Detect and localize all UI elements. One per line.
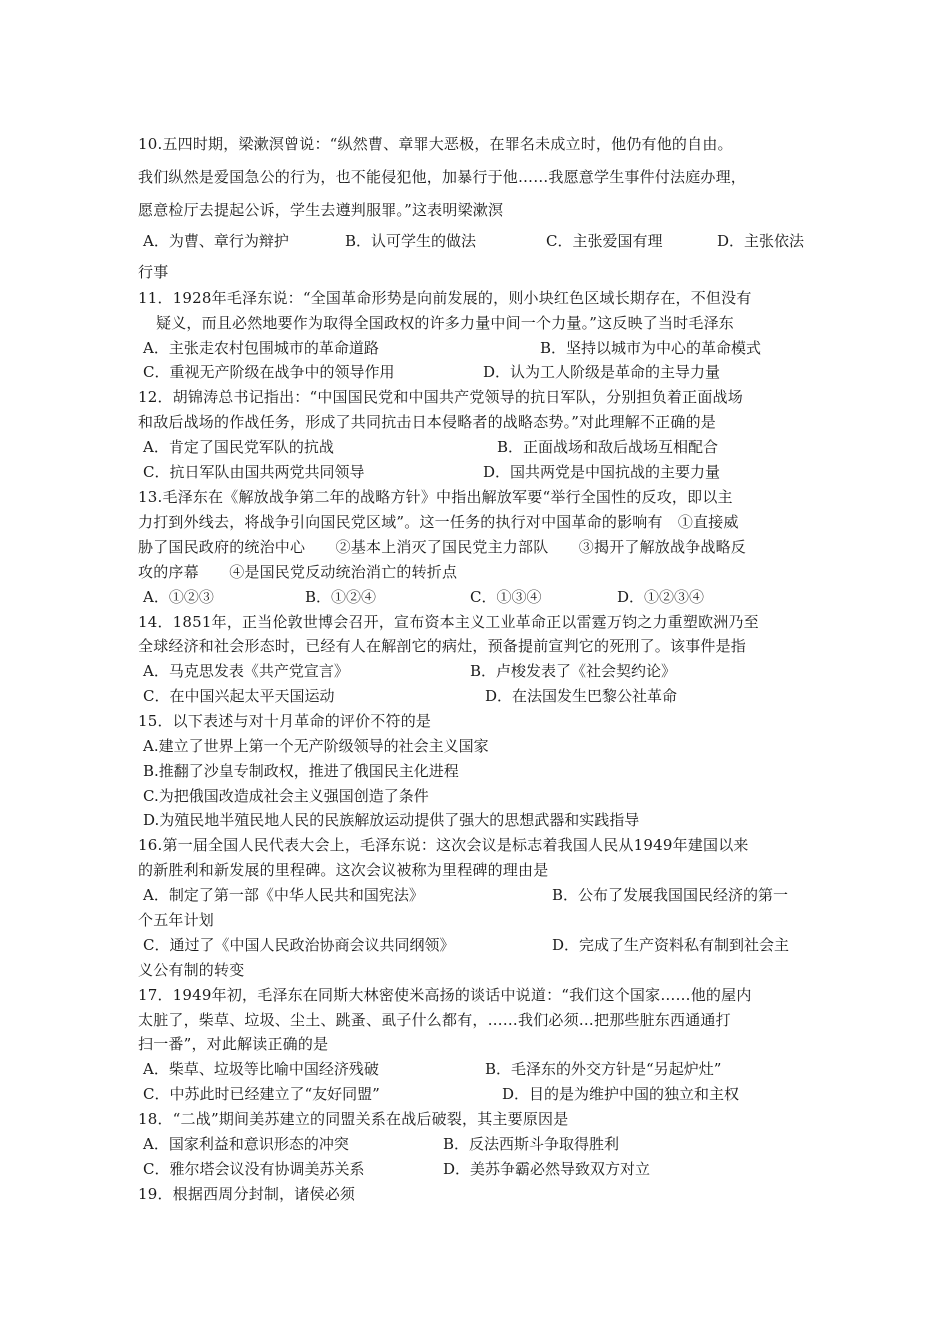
q18-option-a: A．国家利益和意识形态的冲突 (143, 1135, 349, 1153)
q10-option-d: D．主张依法 (717, 232, 805, 250)
q17-option-b: B．毛泽东的外交方针是“另起炉灶” (485, 1060, 722, 1078)
q19-stem-line1: 19．根据西周分封制，诸侯必须 (138, 1185, 356, 1203)
q13-option-c: C．①③④ (470, 588, 542, 606)
q15-option-a: A.建立了世界上第一个无产阶级领导的社会主义国家 (143, 737, 489, 755)
q16-option-d-cont: 义公有制的转变 (138, 961, 245, 979)
q10-option-d-cont: 行事 (138, 263, 169, 281)
q18-option-b: B．反法西斯斗争取得胜利 (443, 1135, 620, 1153)
q10-option-c: C．主张爱国有理 (546, 232, 663, 250)
q10-option-a: A．为曹、章行为辩护 (143, 232, 289, 250)
q17-stem-line2: 太脏了，柴草、垃圾、尘土、跳蚤、虱子什么都有，……我们必须…把那些脏东西通通打 (138, 1011, 731, 1029)
q13-stem-line1: 13.毛泽东在《解放战争第二年的战略方针》中指出解放军要“举行全国性的反攻，即以主 (138, 488, 733, 506)
q17-option-a: A．柴草、垃圾等比喻中国经济残破 (143, 1060, 379, 1078)
q12-option-a: A．肯定了国民党军队的抗战 (143, 438, 334, 456)
q14-option-b: B．卢梭发表了《社会契约论》 (470, 662, 677, 680)
q14-option-c: C．在中国兴起太平天国运动 (143, 687, 335, 705)
q14-stem-line2: 全球经济和社会形态时，已经有人在解剖它的病灶，预备提前宣判它的死刑了。该事件是指 (138, 637, 747, 655)
q15-option-c: C.为把俄国改造成社会主义强国创造了条件 (143, 787, 429, 805)
q14-option-d: D．在法国发生巴黎公社革命 (485, 687, 678, 705)
q16-option-a: A．制定了第一部《中华人民共和国宪法》 (143, 886, 424, 904)
q12-option-b: B．正面战场和敌后战场互相配合 (497, 438, 719, 456)
q11-option-d: D．认为工人阶级是革命的主导力量 (483, 363, 721, 381)
q16-option-b: B．公布了发展我国国民经济的第一 (552, 886, 789, 904)
q17-stem-line1: 17．1949年初，毛泽东在同斯大林密使米高扬的谈话中说道：“我们这个国家……他的屋内 (138, 986, 752, 1004)
q18-option-d: D．美苏争霸必然导致双方对立 (443, 1160, 651, 1178)
q15-option-d: D.为殖民地半殖民地人民的民族解放运动提供了强大的思想武器和实践指导 (143, 811, 640, 829)
q13-stem-line2: 力打到外线去，将战争引向国民党区域”。这一任务的执行对中国革命的影响有 ①直接威 (138, 513, 739, 531)
q16-stem-line1: 16.第一届全国人民代表大会上，毛泽东说：这次会议是标志着我国人民从1949年建国以来 (138, 836, 749, 854)
q14-stem-line1: 14．1851年，正当伦敦世博会召开，宣布资本主义工业革命正以雷霆万钧之力重塑欧洲乃至 (138, 613, 759, 631)
q13-stem-line3: 胁了国民政府的统治中心 ②基本上消灭了国民党主力部队 ③揭开了解放战争战略反 (138, 538, 747, 556)
q14-option-a: A．马克思发表《共产党宣言》 (143, 662, 349, 680)
q12-stem-line1: 12．胡锦涛总书记指出：“中国国民党和中国共产党领导的抗日军队，分别担负着正面战场 (138, 388, 743, 406)
q10-stem-line2: 我们纵然是爱国急公的行为，也不能侵犯他，加暴行于他……我愿意学生事件付法庭办理， (138, 168, 747, 186)
q12-option-d: D．国共两党是中国抗战的主要力量 (483, 463, 721, 481)
q16-option-c: C．通过了《中国人民政治协商会议共同纲领》 (143, 936, 455, 954)
q12-option-c: C．抗日军队由国共两党共同领导 (143, 463, 365, 481)
q16-stem-line2: 的新胜利和新发展的里程碑。这次会议被称为里程碑的理由是 (138, 861, 549, 879)
q10-option-b: B．认可学生的做法 (345, 232, 477, 250)
q18-option-c: C．雅尔塔会议没有协调美苏关系 (143, 1160, 365, 1178)
q13-option-d: D．①②③④ (617, 588, 705, 606)
q10-stem-line3: 愿意检厅去提起公诉，学生去遵判服罪。”这表明梁漱溟 (138, 201, 504, 219)
q15-stem-line1: 15．以下表述与对十月革命的评价不符的是 (138, 712, 432, 730)
q17-stem-line3: 扫一番”，对此解读正确的是 (138, 1035, 329, 1053)
q16-option-d: D．完成了生产资料私有制到社会主 (552, 936, 790, 954)
q17-option-d: D．目的是为维护中国的独立和主权 (502, 1085, 740, 1103)
q11-option-b: B．坚持以城市为中心的革命模式 (540, 339, 762, 357)
q18-stem-line1: 18．“二战”期间美苏建立的同盟关系在战后破裂，其主要原因是 (138, 1110, 569, 1128)
q15-option-b: B.推翻了沙皇专制政权，推进了俄国民主化进程 (143, 762, 459, 780)
q13-option-b: B．①②④ (305, 588, 377, 606)
q11-option-a: A．主张走农村包围城市的革命道路 (143, 339, 379, 357)
q13-option-a: A．①②③ (143, 588, 214, 606)
q11-stem-line2: 疑义，而且必然地要作为取得全国政权的许多力量中间一个力量。”这反映了当时毛泽东 (156, 314, 734, 332)
q11-option-c: C．重视无产阶级在战争中的领导作用 (143, 363, 395, 381)
q11-stem-line1: 11．1928年毛泽东说：“全国革命形势是向前发展的，则小块红色区域长期存在，不但没有 (138, 289, 752, 307)
q12-stem-line2: 和敌后战场的作战任务，形成了共同抗击日本侵略者的战略态势。”对此理解不正确的是 (138, 413, 716, 431)
q17-option-c: C．中苏此时已经建立了“友好同盟” (143, 1085, 380, 1103)
q10-stem-line1: 10.五四时期，梁漱溟曾说：“纵然曹、章罪大恶极，在罪名未成立时，他仍有他的自由。 (138, 135, 733, 153)
q13-stem-line4: 攻的序幕 ④是国民党反动统治消亡的转折点 (138, 563, 458, 581)
q16-option-b-cont: 个五年计划 (138, 911, 215, 929)
